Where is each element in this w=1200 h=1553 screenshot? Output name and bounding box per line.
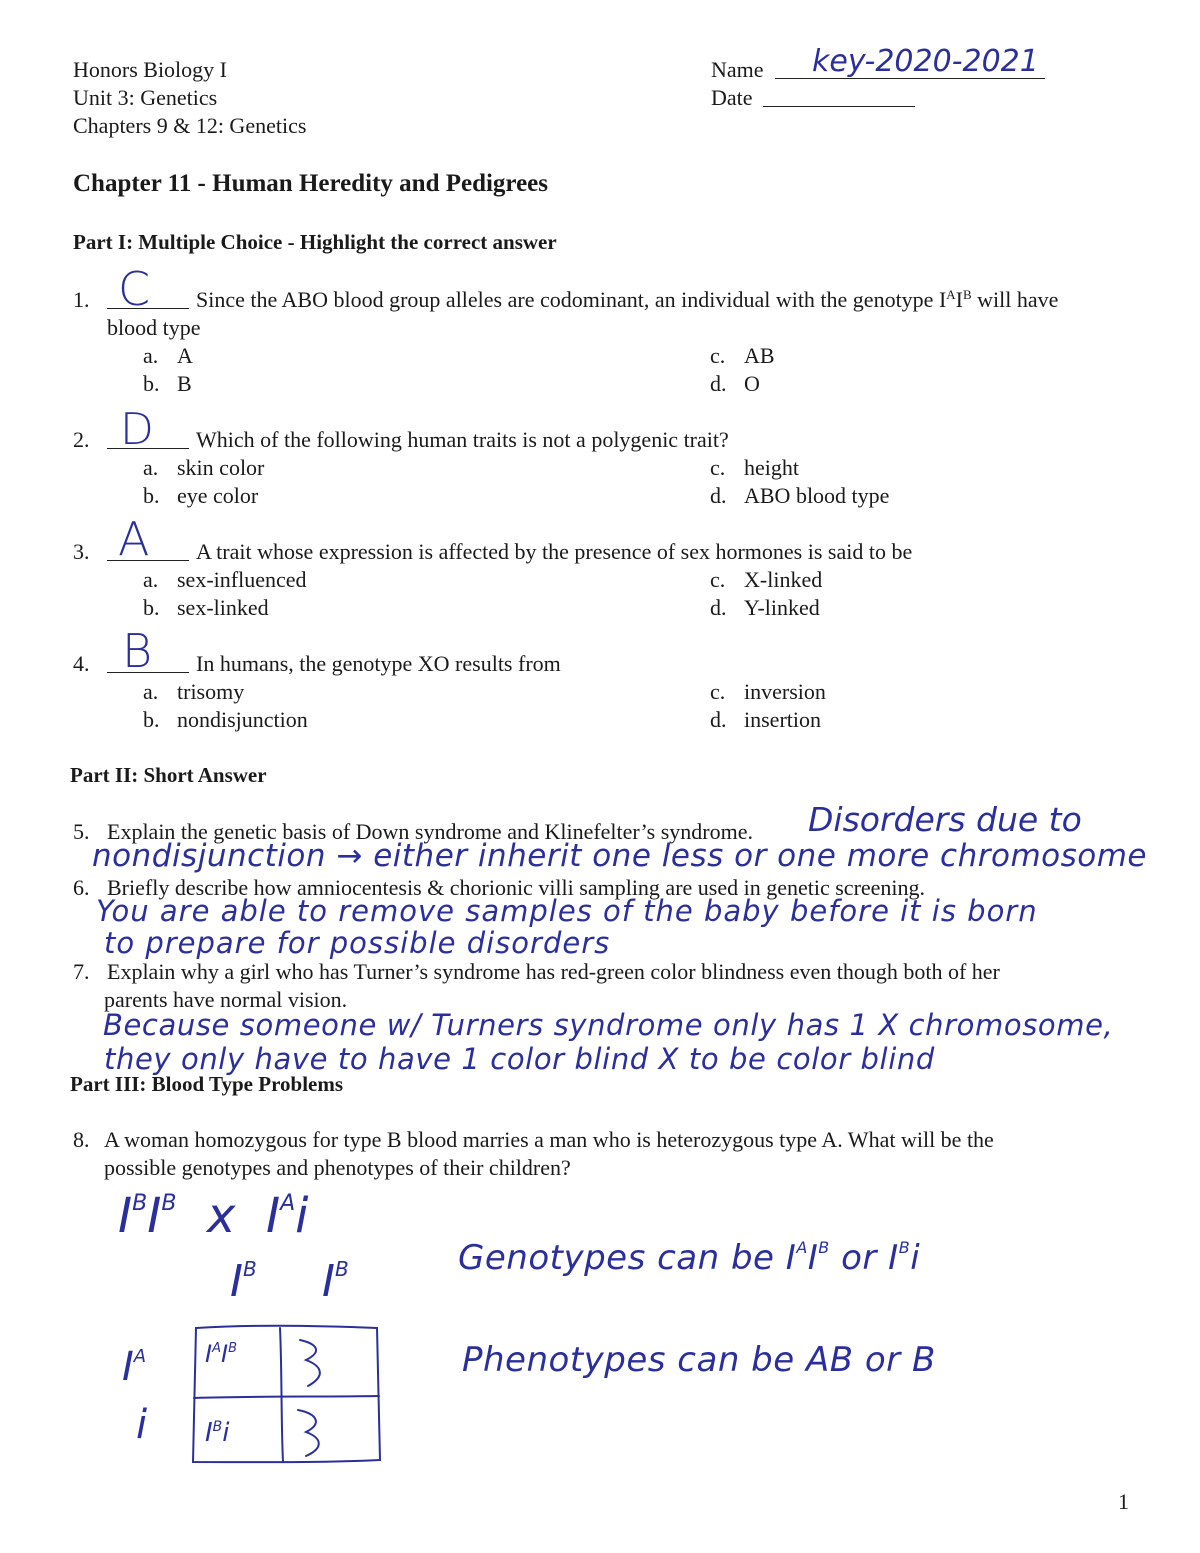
q6-answer-line2: to prepare for possible disorders (104, 926, 611, 960)
q2-text: Which of the following human traits is not a polygenic trait? (196, 427, 729, 452)
part3-heading: Part III: Blood Type Problems (70, 1072, 344, 1096)
q4-choice-b: b. nondisjunction (143, 707, 308, 732)
q4-text: In humans, the genotype XO results from (196, 651, 561, 676)
q4-answer: B (122, 624, 153, 678)
q4-choice-c: c. inversion (710, 679, 826, 704)
punnett-row1-header: $I^A$ (122, 1344, 147, 1390)
phenotypes-answer: Phenotypes can be AB or B (462, 1340, 936, 1380)
q1-number: 1. (73, 287, 90, 312)
q3-answer: A (118, 512, 150, 566)
q7-text-line2: parents have normal vision. (104, 987, 348, 1012)
cross-parents: $I^BI^B$ x $I^Ai$ (118, 1188, 309, 1244)
page-number: 1 (1118, 1489, 1129, 1514)
q3-choice-d: d. Y-linked (710, 595, 820, 620)
q3-choice-c: c. X-linked (710, 567, 823, 592)
q5-answer-line1: Disorders due to (808, 800, 1082, 839)
q5-text: Explain the genetic basis of Down syndrome and Klinefelter’s syndrome. (107, 819, 753, 844)
page-title: Chapter 11 - Human Heredity and Pedigrees (73, 170, 548, 197)
q7-text-line1: Explain why a girl who has Turner’s syndrome has red-green color blindness even though both of her (107, 959, 1000, 984)
q2-choice-d: d. ABO blood type (710, 483, 890, 508)
q8-text-line2: possible genotypes and phenotypes of their children? (104, 1155, 571, 1180)
punnett-col2-header: $I^B$ (322, 1256, 349, 1307)
q6-number: 6. (73, 875, 90, 900)
q6-text: Briefly describe how amniocentesis & chorionic villi sampling are used in genetic screening. (107, 875, 926, 900)
name-label: Name (711, 57, 764, 82)
punnett-cell-1: $I^AI^B$ (205, 1340, 237, 1368)
q2-choice-b: b. eye color (143, 483, 259, 508)
q3-text: A trait whose expression is affected by the presence of sex hormones is said to be (196, 539, 913, 564)
q4-choice-d: d. insertion (710, 707, 821, 732)
q1-choice-d: d. O (710, 371, 760, 396)
chapters-line: Chapters 9 & 12: Genetics (73, 113, 307, 138)
q4-number: 4. (73, 651, 90, 676)
course-title: Honors Biology I (73, 57, 227, 82)
q7-answer-line2: they only have to have 1 color blind X to be color blind (104, 1042, 935, 1076)
q5-answer-line2: nondisjunction → either inherit one less or one more chromosome (92, 838, 1147, 874)
q2-number: 2. (73, 427, 90, 452)
punnett-col1-header: $I^B$ (230, 1256, 257, 1307)
punnett-cell-3: $I^Bi$ (205, 1418, 230, 1448)
q2-choice-a: a. skin color (143, 455, 265, 480)
q1-answer: C (118, 262, 151, 316)
q3-choice-a: a. sex-influenced (143, 567, 307, 592)
unit-title: Unit 3: Genetics (73, 85, 218, 110)
q8-number: 8. (73, 1127, 90, 1152)
q1-choice-a: a. A (143, 343, 193, 368)
punnett-row2-header: i (136, 1402, 148, 1448)
q7-number: 7. (73, 959, 90, 984)
q2-choice-c: c. height (710, 455, 799, 480)
q3-number: 3. (73, 539, 90, 564)
q8-text-line1: A woman homozygous for type B blood marries a man who is heterozygous type A. What will be the (104, 1127, 994, 1152)
q7-answer-line1: Because someone w/ Turners syndrome only has 1 X chromosome, (103, 1008, 1114, 1042)
q2-answer: D (120, 404, 154, 455)
q5-number: 5. (73, 819, 90, 844)
q3-choice-b: b. sex-linked (143, 595, 269, 620)
q4-choice-a: a. trisomy (143, 679, 245, 704)
genotypes-answer: Genotypes can be $I^AI^B$ or $I^Bi$ (458, 1238, 921, 1278)
part2-heading: Part II: Short Answer (70, 763, 267, 787)
q1-choice-c: c. AB (710, 343, 775, 368)
q1-text: Since the ABO blood group alleles are codominant, an individual with the genotype $I^AI^B$ will have (196, 287, 1059, 312)
q1-text-line2: blood type (107, 315, 201, 340)
date-label: Date (711, 85, 753, 110)
q6-answer-line1: You are able to remove samples of the baby before it is born (96, 894, 1038, 928)
q1-choice-b: b. B (143, 371, 192, 396)
name-handwritten: key-2020-2021 (812, 44, 1039, 79)
part1-heading: Part I: Multiple Choice - Highlight the correct answer (73, 230, 557, 254)
